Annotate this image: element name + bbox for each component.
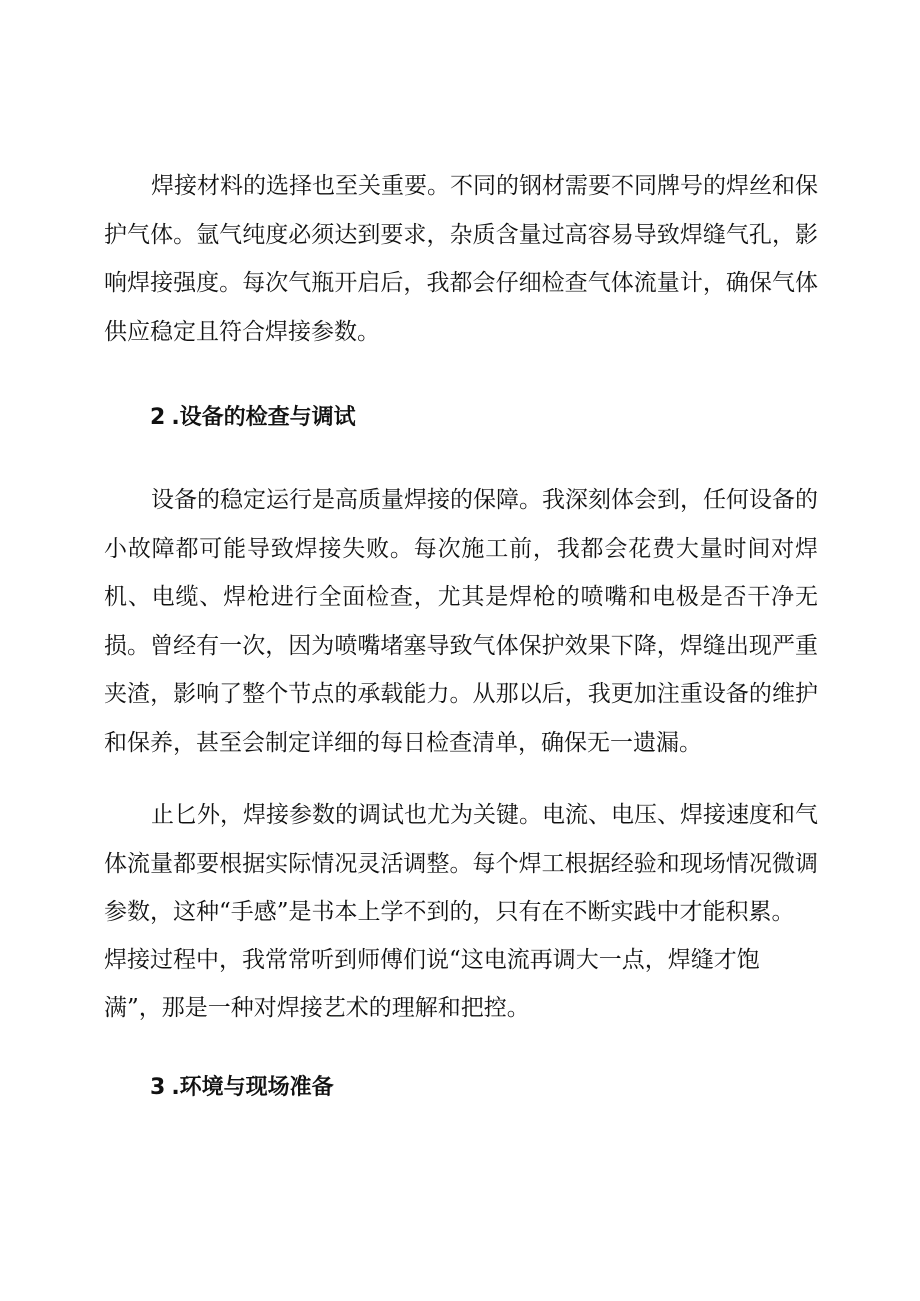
section-title: .环境与现场准备 bbox=[171, 1075, 334, 1100]
paragraph-parameter-tuning: 止匕外，焊接参数的调试也尤为关键。电流、电压、焊接速度和气体流量都要根据实际情况灵活调整。每个焊工根据经验和现场情况微调参数，这种“手感”是书本上学不到的，只有在不断实践中才能积累。 bbox=[104, 802, 818, 925]
section-heading-equipment bbox=[150, 403, 356, 433]
paragraph-master-quote-line2: 满”，那是一种对焊接艺术的理解和把控。 bbox=[104, 995, 530, 1021]
section-number: 2 bbox=[150, 405, 166, 430]
section-number: 3 bbox=[150, 1075, 166, 1100]
section-title: .设备的检查与调试 bbox=[171, 405, 356, 430]
section-heading-environment bbox=[150, 1073, 334, 1103]
paragraph-welding-materials: 焊接材料的选择也至关重要。不同的钢材需要不同牌号的焊丝和保护气体。氩气纯度必须达到要求，杂质含量过高容易导致焊缝气孔，影响焊接强度。每次气瓶开启后，我都会仔细检查气体流量计，确保气体供应稳定且符合焊接参数。 bbox=[104, 173, 818, 345]
paragraph-equipment-check: 设备的稳定运行是高质量焊接的保障。我深刻体会到，任何设备的小故障都可能导致焊接失败。每次施工前，我都会花费大量时间对焊机、电缆、焊枪进行全面检查，尤其是焊枪的喷嘴和电极是否干净无损。曾经有一次，因为喷嘴堵塞导致气体保护效果下降，焊缝出现严重夹渣，影响了整个节点的承载能力。从那以后，我更加注重设备的维护和保养，甚至会制定详细的每日检查清单，确保无一遗漏。 bbox=[104, 487, 818, 756]
paragraph-master-quote-line1: 焊接过程中，我常常听到师傅们说“这电流再调大一点，焊缝才饱 bbox=[104, 947, 760, 973]
